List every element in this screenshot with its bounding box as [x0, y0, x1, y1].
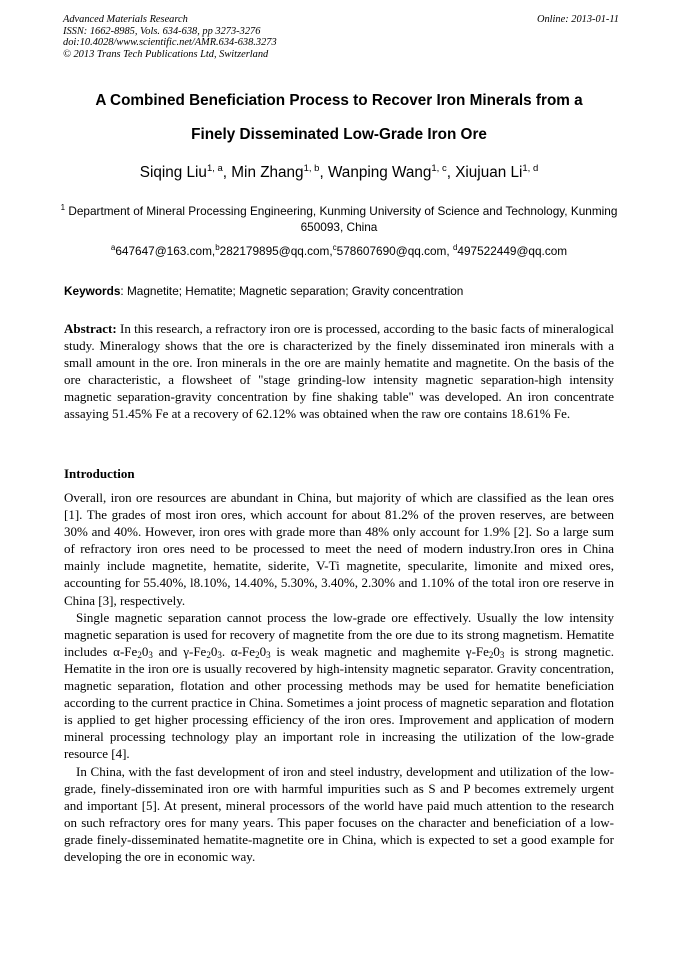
email-address[interactable]: 497522449@qq.com — [457, 244, 568, 258]
affiliation-text: Department of Mineral Processing Engineering, Kunming University of Science and Technology, Kunming 650093, China — [65, 204, 618, 234]
author-separator: , — [446, 164, 456, 181]
email-address[interactable]: 578607690@qq.com, — [336, 244, 453, 258]
paper-title-line-2: Finely Disseminated Low-Grade Iron Ore — [191, 126, 487, 143]
keywords-label: Keywords — [64, 284, 121, 298]
email-superscript: b — [215, 243, 220, 252]
affiliation-superscript: 1 — [60, 203, 66, 212]
issn-line: ISSN: 1662-8985, Vols. 634-638, pp 3273-3276 — [63, 25, 261, 37]
email-address[interactable]: 282179895@qq.com, — [219, 244, 333, 258]
journal-header — [63, 14, 619, 60]
author-name: Siqing Liu — [139, 164, 207, 181]
abstract-text: In this research, a refractory iron ore is processed, according to the basic facts of mineralogical study. Mineralogy shows that the ore is characterized by the finely disseminated iron minerals with a small amount in the ore. Iron minerals in the ore are mainly hematite and magnetite. On the basis of the ore characteristic, a flowsheet of "stage grinding-low intensity magnetic separation-high intensity magnetic separation-gravity concentration by fine shaking table" was developed. An iron concentrate assaying 51.45% Fe at a recovery of 62.12% was obtained when the raw ore contains 18.61% Fe. — [64, 321, 614, 422]
keywords — [64, 284, 624, 298]
author-name: Xiujuan Li — [455, 164, 523, 181]
copyright-line: © 2013 Trans Tech Publications Ltd, Switzerland — [63, 48, 269, 60]
author-superscript: 1, d — [522, 163, 539, 174]
paragraph: In China, with the fast development of iron and steel industry, development and utilization of the low-grade, finely-disseminated iron ore with harmful impurities such as S and P becomes extremely urgent and important [5]. At present, mineral processors of the world have paid much attention to the research on such refractory ores for many years. This paper focuses on the character and beneficiation of a low-grade finely-disseminated hematite-magnetite ore in China, which is expected to set a good example for developing the ore in economic way. — [64, 763, 614, 864]
affiliation — [60, 203, 618, 235]
paragraph: Single magnetic separation cannot process the low-grade ore effectively. Usually the low intensity magnetic separation is used for recovery of magnetite from the ore due to its strong magnetism. Hematite includes $\alpha-Fe_20_3$ and $\gamma-Fe_20_3$. $\alpha-Fe_20_3$ is weak magnetic and maghemite $\gamma-Fe_20_3$ is strong magnetic. Hematite in the iron ore is usually recovered by high-intensity magnetic separator. Gravity concentration, magnetic separation, flotation and other processing methods may be used for hematite beneficiation according to the current practice in China. Sometimes a joint process of magnetic separation and flotation is applied to get higher processing efficiency of the iron ores. Improvement and application of modern mineral processing technology play an important role in increasing the utilization of the low-grade resource [4]. — [64, 609, 614, 762]
author-name: Min Zhang — [231, 164, 304, 181]
email-superscript: a — [110, 243, 116, 252]
abstract — [64, 320, 614, 423]
email-address[interactable]: 647647@163.com, — [115, 244, 216, 258]
keywords-text: : Magnetite; Hematite; Magnetic separation; Gravity concentration — [120, 284, 464, 298]
doi-line[interactable]: doi:10.4028/www.scientific.net/AMR.634-638.3273 — [63, 37, 277, 49]
online-date: Online: 2013-01-11 — [536, 14, 619, 25]
author-list — [40, 164, 638, 182]
author-name: Wanping Wang — [327, 164, 432, 181]
email-superscript: c — [332, 243, 337, 252]
author-superscript: 1, b — [303, 163, 320, 174]
section-heading-introduction: Introduction — [64, 466, 135, 481]
author-superscript: 1, c — [431, 163, 447, 174]
author-separator: , — [222, 164, 232, 181]
paragraph: Overall, iron ore resources are abundant in China, but majority of which are classified as the lean ores [1]. The grades of most iron ores, which account for about 81.2% of the proven reserves, are between 30% and 40%. However, iron ores with grade more than 48% only account for 1.9% [2]. So a large sum of refractory iron ores need to be processed to meet the need of modern industry.Iron ores in China mainly include magnetite, hematite, siderite, V-Ti magnetite, specularite, limonite and mixed ores, accounting for 55.40%, l8.10%, 14.40%, 5.30%, 3.40%, 2.30% and 1.10% of the total iron ore reserve in China [3], respectively. — [64, 490, 614, 608]
author-superscript: 1, a — [206, 163, 223, 174]
email-superscript: d — [452, 243, 458, 252]
paper-title-line-1: A Combined Beneficiation Process to Recover Iron Minerals from a — [95, 92, 583, 109]
introduction-body — [64, 489, 614, 865]
journal-name: Advanced Materials Research — [63, 14, 188, 25]
email-list — [40, 244, 638, 258]
abstract-label: Abstract: — [64, 321, 117, 336]
author-separator: , — [319, 164, 328, 181]
